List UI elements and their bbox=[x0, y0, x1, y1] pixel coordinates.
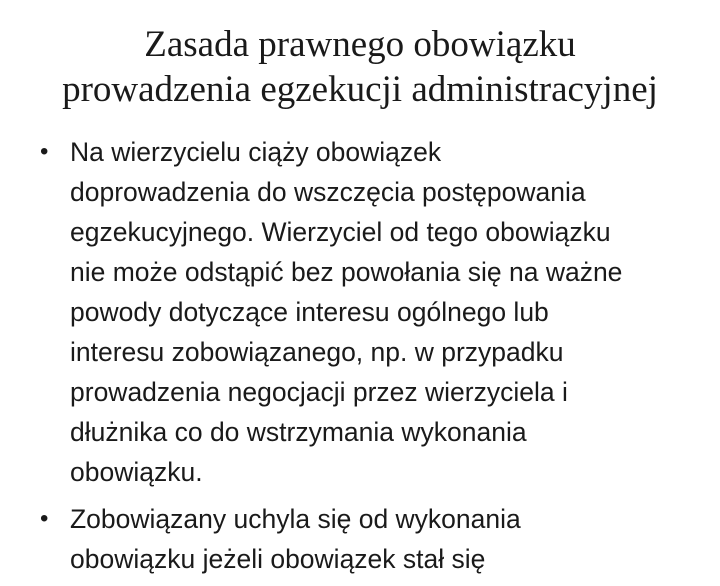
bullet-line: interesu zobowiązanego, np. w przypadku bbox=[70, 337, 564, 367]
bullet-text bbox=[70, 499, 690, 579]
bullet-marker: • bbox=[40, 505, 49, 532]
slide-title-line: prowadzenia egzekucji administracyjnej bbox=[62, 69, 658, 110]
bullet-line: prowadzenia negocjacji przez wierzyciela i bbox=[70, 377, 568, 407]
bullet-line: obowiązku. bbox=[70, 457, 203, 487]
bullet-line: obowiązku jeżeli obowiązek stał się bbox=[70, 544, 486, 574]
bullet-item bbox=[0, 499, 720, 579]
bullet-line: nie może odstąpić bez powołania się na ważne bbox=[70, 257, 623, 287]
slide-title bbox=[0, 22, 720, 112]
bullet-list bbox=[0, 132, 720, 586]
bullet-line: powody dotyczące interesu ogólnego lub bbox=[70, 297, 549, 327]
bullet-line: Na wierzycielu ciąży obowiązek bbox=[70, 137, 442, 167]
bullet-line: Zobowiązany uchyla się od wykonania bbox=[70, 504, 521, 534]
bullet-item bbox=[0, 132, 720, 492]
bullet-line: dłużnika co do wstrzymania wykonania bbox=[70, 417, 527, 447]
slide-title-line: Zasada prawnego obowiązku bbox=[144, 24, 576, 65]
bullet-line: egzekucyjnego. Wierzyciel od tego obowiązku bbox=[70, 217, 611, 247]
bullet-marker: • bbox=[40, 138, 49, 165]
bullet-line: doprowadzenia do wszczęcia postępowania bbox=[70, 177, 586, 207]
bullet-text bbox=[70, 132, 690, 492]
